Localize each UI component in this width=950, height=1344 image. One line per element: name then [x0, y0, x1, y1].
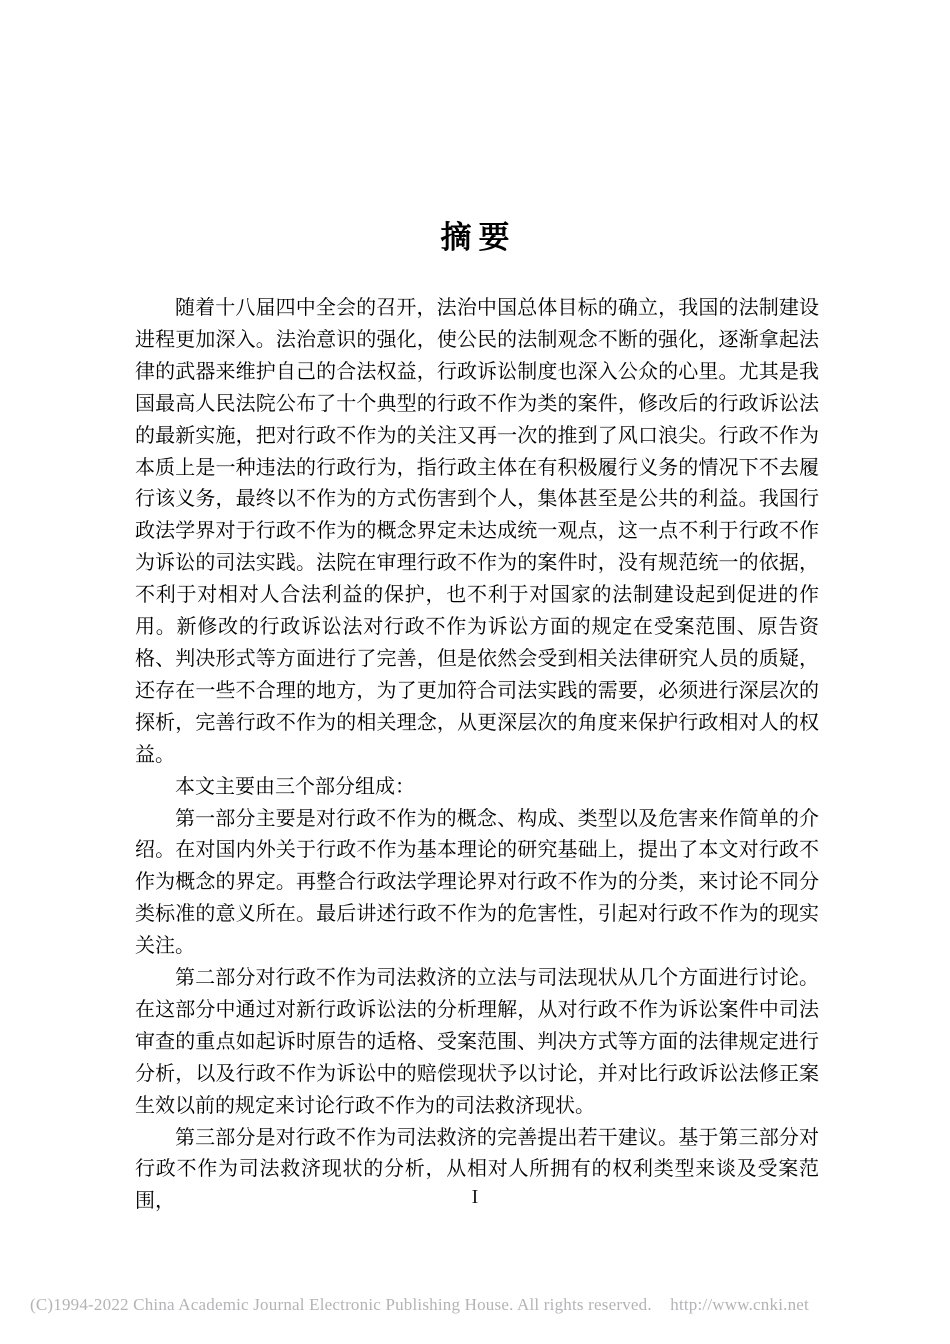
abstract-paragraph: 第一部分主要是对行政不作为的概念、构成、类型以及危害来作简单的介绍。在对国内外关于行政不作为基本理论的研究基础上，提出了本文对行政不作为概念的界定。再整合行政法学理论界对行政不作为的分类，来讨论不同分类标准的意义所在。最后讲述行政不作为的危害性，引起对行政不作为的现实关注。	[135, 807, 819, 958]
abstract-paragraph: 本文主要由三个部分组成：	[175, 775, 415, 798]
abstract-paragraph: 第二部分对行政不作为司法救济的立法与司法现状从几个方面进行讨论。在这部分中通过对新行政诉讼法的分析理解，从对行政不作为诉讼案件中司法审查的重点如起诉时原告的适格、受案范围、判决方式等方面的法律规定进行分析，以及行政不作为诉讼中的赔偿现状予以讨论，并对比行政诉讼法修正案生效以前的规定来讨论行政不作为的司法救济现状。	[135, 967, 819, 1117]
abstract-paragraph: 第三部分是对行政不作为司法救济的完善提出若干建议。基于第三部分对行政不作为司法救济现状的分析，从相对人所拥有的权利类型来谈及受案范围，	[135, 1126, 819, 1213]
page-number: I	[471, 1186, 479, 1208]
copyright-text: (C)1994-2022 China Academic Journal Electronic Publishing House. All rights reserved.	[30, 1295, 652, 1314]
abstract-paragraph: 随着十八届四中全会的召开，法治中国总体目标的确立，我国的法制建设进程更加深入。法治意识的强化，使公民的法制观念不断的强化，逐渐拿起法律的武器来维护自己的合法权益，行政诉讼制度也深入公众的心里。尤其是我国最高人民法院公布了十个典型的行政不作为类的案件，修改后的行政诉讼法的最新实施，把对行政不作为的关注又再一次的推到了风口浪尖。行政不作为本质上是一种违法的行政行为，指行政主体在有积极履行义务的情况下不去履行该义务，最终以不作为的方式伤害到个人，集体甚至是公共的利益。我国行政法学界对于行政不作为的概念界定未达成统一观点，这一点不利于行政不作为诉讼的司法实践。法院在审理行政不作为的案件时，没有规范统一的依据，不利于对相对人合法利益的保护，也不利于对国家的法制建设起到促进的作用。新修改的行政诉讼法对行政不作为诉讼方面的规定在受案范围、原告资格、判决形式等方面进行了完善，但是依然会受到相关法律研究人员的质疑，还存在一些不合理的地方，为了更加符合司法实践的需要，必须进行深层次的探析，完善行政不作为的相关理念，从更深层次的角度来保护行政相对人的权益。	[135, 297, 819, 766]
page-title: 摘要	[440, 220, 517, 255]
abstract-body	[135, 293, 819, 1218]
footer-url: http://www.cnki.net	[670, 1295, 809, 1314]
footer	[30, 1295, 809, 1315]
